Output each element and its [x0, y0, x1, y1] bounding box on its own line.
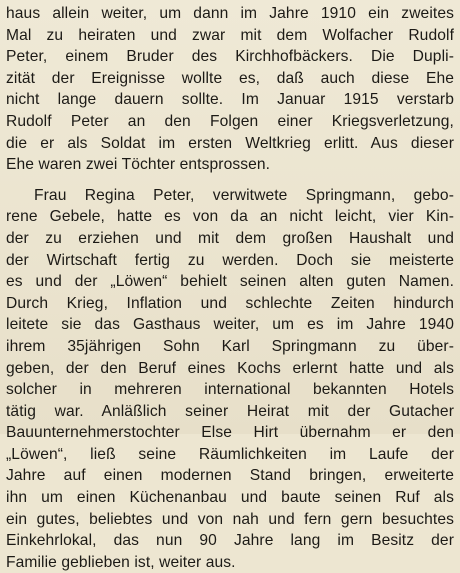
text-line: Jahre auf einen modernen Stand bringen, erweiterte	[6, 467, 454, 485]
text-line: rene Gebele, hatte es von da an nicht leicht, vier Kin-	[6, 208, 454, 226]
text-line: ihn um einen Küchenanbau und baute seinen Ruf als	[6, 489, 454, 507]
text-line: Peter, einem Bruder des Kirchhofbäckers. Die Dupli-	[6, 48, 454, 66]
text-line: ein gutes, beliebtes und von nah und fern gern besuchtes	[6, 510, 454, 528]
text-line: haus allein weiter, um dann im Jahre 1910 ein zweites	[6, 5, 454, 22]
text-line: tätig war. Anläßlich seiner Heirat mit der Gutacher	[6, 402, 454, 420]
text-line: es und der „Löwen“ behielt seinen alten guten Namen.	[6, 273, 454, 291]
text-line: Rudolf Peter an den Folgen einer Kriegsverletzung,	[6, 112, 454, 130]
text-line: Einkehrlokal, das nun 90 Jahre lang im Besitz der	[6, 532, 454, 550]
text-line: Ehe waren zwei Töchter entsprossen.	[6, 156, 271, 174]
text-line: Mal zu heiraten und zwar mit dem Wolfacher Rudolf	[6, 26, 454, 44]
text-line: Durch Krieg, Inflation und schlechte Zeiten hindurch	[6, 294, 454, 312]
text-line: geben, der den Beruf eines Kochs erlernt hatte und als	[6, 359, 454, 377]
text-line: „Löwen“, ließ seine Räumlichkeiten im Laufe der	[6, 445, 454, 463]
text-line: leitete sie das Gasthaus weiter, um es im Jahre 1940	[6, 316, 454, 334]
text-line: ihrem 35jährigen Sohn Karl Springmann zu über-	[6, 337, 454, 355]
text-line: solcher in mehreren international bekannten Hotels	[6, 381, 454, 399]
text-line: Familie geblieben ist, weiter aus.	[6, 553, 236, 571]
text-line: Frau Regina Peter, verwitwete Springmann, gebo-	[34, 186, 454, 204]
paragraph-1	[6, 3, 454, 176]
text-line: zität der Ereignisse wollte es, daß auch diese Ehe	[6, 69, 454, 87]
text-line: der Wirtschaft fertig zu werden. Doch sie meisterte	[6, 251, 454, 269]
paragraph-2	[6, 185, 454, 573]
text-line: die er als Soldat im ersten Weltkrieg erlitt. Aus dieser	[6, 134, 454, 152]
text-line: der zu erziehen und mit dem großen Haushalt und	[6, 229, 454, 247]
text-line: Bauunternehmerstochter Else Hirt übernahm er den	[6, 424, 454, 442]
text-line: nicht lange dauern sollte. Im Januar 1915 verstarb	[6, 91, 454, 109]
